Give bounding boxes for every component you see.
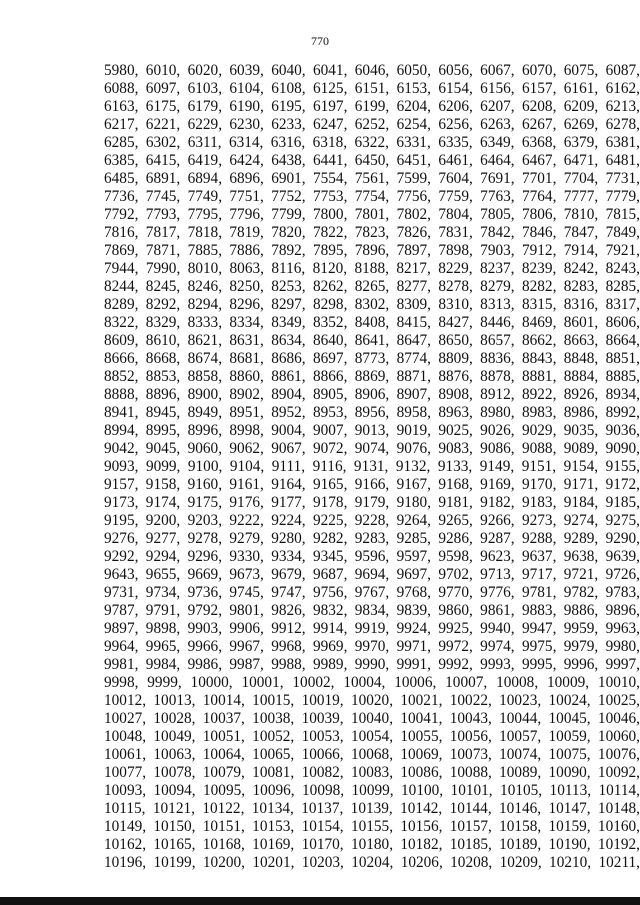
sequence-line: 6217, 6221, 6229, 6230, 6233, 6247, 6252, 6254, 6256, 6263, 6267, 6269, 6278, — [104, 116, 640, 133]
sequence-line: 9195, 9200, 9203, 9222, 9224, 9225, 9228, 9264, 9265, 9266, 9273, 9274, 9275, — [104, 512, 640, 529]
sequence-line: 9964, 9965, 9966, 9967, 9968, 9969, 9970, 9971, 9972, 9974, 9975, 9979, 9980, — [104, 638, 640, 655]
sequence-line: 8994, 8995, 8996, 8998, 9004, 9007, 9013, 9019, 9025, 9026, 9029, 9035, 9036, — [104, 422, 640, 439]
sequence-line: 7944, 7990, 8010, 8063, 8116, 8120, 8188, 8217, 8229, 8237, 8239, 8242, 8243, — [104, 260, 640, 277]
page-number: 770 — [311, 34, 329, 48]
sequence-line: 7816, 7817, 7818, 7819, 7820, 7822, 7823, 7826, 7831, 7842, 7846, 7847, 7849, — [104, 224, 640, 241]
sequence-line: 10027, 10028, 10037, 10038, 10039, 10040, 10041, 10043, 10044, 10045, 10046, — [104, 710, 640, 727]
sequence-line: 10149, 10150, 10151, 10153, 10154, 10155, 10156, 10157, 10158, 10159, 10160, — [104, 818, 640, 835]
sequence-line: 9292, 9294, 9296, 9330, 9334, 9345, 9596, 9597, 9598, 9623, 9637, 9638, 9639, — [104, 548, 640, 565]
sequence-line: 9173, 9174, 9175, 9176, 9177, 9178, 9179, 9180, 9181, 9182, 9183, 9184, 9185, — [104, 494, 640, 511]
sequence-line: 9731, 9734, 9736, 9745, 9747, 9756, 9767, 9768, 9770, 9776, 9781, 9782, 9783, — [104, 584, 640, 601]
sequence-line: 9276, 9277, 9278, 9279, 9280, 9282, 9283, 9285, 9286, 9287, 9288, 9289, 9290, — [104, 530, 640, 547]
sequence-line: 6485, 6891, 6894, 6896, 6901, 7554, 7561, 7599, 7604, 7691, 7701, 7704, 7731, — [104, 170, 640, 187]
sequence-list — [104, 62, 640, 872]
sequence-line: 8852, 8853, 8858, 8860, 8861, 8866, 8869, 8871, 8876, 8878, 8881, 8884, 8885, — [104, 368, 640, 385]
sequence-line: 8289, 8292, 8294, 8296, 8297, 8298, 8302, 8309, 8310, 8313, 8315, 8316, 8317, — [104, 296, 640, 313]
sequence-line: 9093, 9099, 9100, 9104, 9111, 9116, 9131, 9132, 9133, 9149, 9151, 9154, 9155, — [104, 458, 640, 475]
sequence-line: 8609, 8610, 8621, 8631, 8634, 8640, 8641, 8647, 8650, 8657, 8662, 8663, 8664, — [104, 332, 640, 349]
sequence-line: 9981, 9984, 9986, 9987, 9988, 9989, 9990, 9991, 9992, 9993, 9995, 9996, 9997, — [104, 656, 640, 673]
sequence-line: 7792, 7793, 7795, 7796, 7799, 7800, 7801, 7802, 7804, 7805, 7806, 7810, 7815, — [104, 206, 640, 223]
sequence-line: 9897, 9898, 9903, 9906, 9912, 9914, 9919, 9924, 9925, 9940, 9947, 9959, 9963, — [104, 620, 640, 637]
sequence-line: 9998, 9999, 10000, 10001, 10002, 10004, 10006, 10007, 10008, 10009, 10010, — [104, 674, 640, 691]
sequence-line: 10093, 10094, 10095, 10096, 10098, 10099, 10100, 10101, 10105, 10113, 10114, — [104, 782, 640, 799]
sequence-line: 8666, 8668, 8674, 8681, 8686, 8697, 8773, 8774, 8809, 8836, 8843, 8848, 8851, — [104, 350, 640, 367]
sequence-line: 6088, 6097, 6103, 6104, 6108, 6125, 6151, 6153, 6154, 6156, 6157, 6161, 6162, — [104, 80, 640, 97]
sequence-line: 10162, 10165, 10168, 10169, 10170, 10180, 10182, 10185, 10189, 10190, 10192, — [104, 836, 640, 853]
sequence-line: 8888, 8896, 8900, 8902, 8904, 8905, 8906, 8907, 8908, 8912, 8922, 8926, 8934, — [104, 386, 640, 403]
sequence-line: 10061, 10063, 10064, 10065, 10066, 10068, 10069, 10073, 10074, 10075, 10076, — [104, 746, 640, 763]
sequence-line: 8941, 8945, 8949, 8951, 8952, 8953, 8956, 8958, 8963, 8980, 8983, 8986, 8992, — [104, 404, 640, 421]
sequence-line: 6163, 6175, 6179, 6190, 6195, 6197, 6199, 6204, 6206, 6207, 6208, 6209, 6213, — [104, 98, 640, 115]
sequence-line: 9787, 9791, 9792, 9801, 9826, 9832, 9834, 9839, 9860, 9861, 9883, 9886, 9896, — [104, 602, 640, 619]
sequence-line: 9643, 9655, 9669, 9673, 9679, 9687, 9694, 9697, 9702, 9713, 9717, 9721, 9726, — [104, 566, 640, 583]
sequence-line: 8244, 8245, 8246, 8250, 8253, 8262, 8265, 8277, 8278, 8279, 8282, 8283, 8285, — [104, 278, 640, 295]
sequence-line: 10196, 10199, 10200, 10201, 10203, 10204, 10206, 10208, 10209, 10210, 10211, — [104, 854, 640, 871]
sequence-line: 9042, 9045, 9060, 9062, 9067, 9072, 9074, 9076, 9083, 9086, 9088, 9089, 9090, — [104, 440, 640, 457]
sequence-line: 9157, 9158, 9160, 9161, 9164, 9165, 9166, 9167, 9168, 9169, 9170, 9171, 9172, — [104, 476, 640, 493]
sequence-line: 8322, 8329, 8333, 8334, 8349, 8352, 8408, 8415, 8427, 8446, 8469, 8601, 8606, — [104, 314, 640, 331]
sequence-line: 10012, 10013, 10014, 10015, 10019, 10020, 10021, 10022, 10023, 10024, 10025, — [104, 692, 640, 709]
sequence-line: 6285, 6302, 6311, 6314, 6316, 6318, 6322, 6331, 6335, 6349, 6368, 6379, 6381, — [104, 134, 640, 151]
sequence-line: 7869, 7871, 7885, 7886, 7892, 7895, 7896, 7897, 7898, 7903, 7912, 7914, 7921, — [104, 242, 640, 259]
sequence-line: 5980, 6010, 6020, 6039, 6040, 6041, 6046, 6050, 6056, 6067, 6070, 6075, 6087, — [104, 62, 640, 79]
sequence-line: 10048, 10049, 10051, 10052, 10053, 10054, 10055, 10056, 10057, 10059, 10060, — [104, 728, 640, 745]
sequence-line: 6385, 6415, 6419, 6424, 6438, 6441, 6450, 6451, 6461, 6464, 6467, 6471, 6481, — [104, 152, 640, 169]
sequence-line: 7736, 7745, 7749, 7751, 7752, 7753, 7754, 7756, 7759, 7763, 7764, 7777, 7779, — [104, 188, 640, 205]
sequence-line: 10115, 10121, 10122, 10134, 10137, 10139, 10142, 10144, 10146, 10147, 10148, — [104, 800, 640, 817]
sequence-line: 10077, 10078, 10079, 10081, 10082, 10083, 10086, 10088, 10089, 10090, 10092, — [104, 764, 640, 781]
bottom-border — [0, 897, 640, 905]
